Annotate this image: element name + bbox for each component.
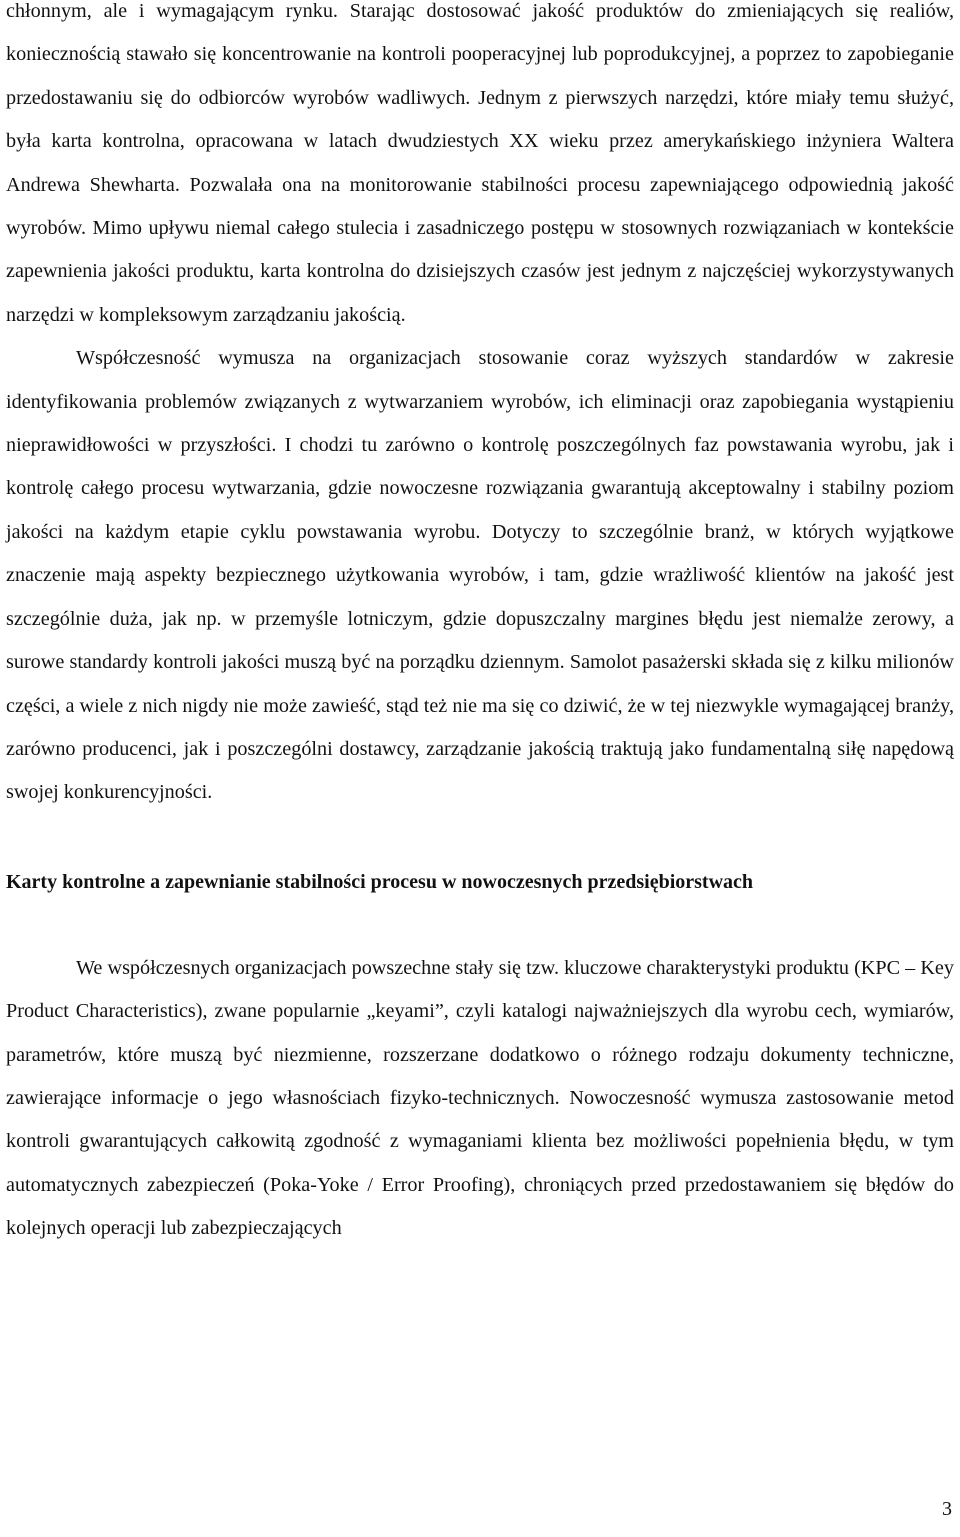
- section-heading: Karty kontrolne a zapewnianie stabilności procesu w nowoczesnych przedsiębiorstwach: [6, 870, 754, 893]
- body-paragraph: Współczesność wymusza na organizacjach stosowanie coraz wyższych standardów w zakresie identyfikowania problemów związanych z wytwarzaniem wyrobów, ich eliminacji oraz zapobiegania wystąpieniu nieprawidłowości w przyszłości. I chodzi tu zarówno o kontrolę poszczególnych faz powstawania wyrobu, jak i kontrolę całego procesu wytwarzania, gdzie nowoczesne rozwiązania gwarantują akceptowalny i stabilny poziom jakości na każdym etapie cyklu powstawania wyrobu. Dotyczy to szczególnie branż, w których wyjątkowe znaczenie mają aspekty bezpiecznego użytkowania wyrobów, i tam, gdzie wrażliwość klientów na jakość jest szczególnie duża, jak np. w przemyśle lotniczym, gdzie dopuszczalny margines błędu jest niemalże zerowy, a surowe standardy kontroli jakości muszą być na porządku dziennym. Samolot pasażerski składa się z kilku milionów części, a wiele z nich nigdy nie może zawieść, stąd też nie ma się co dziwić, że w tej niezwykle wymagającej branży, zarówno producenci, jak i poszczególni dostawcy, zarządzanie jakością traktują jako fundamentalną siłę napędową swojej konkurencyjności.: [6, 347, 954, 804]
- body-paragraph: chłonnym, ale i wymagającym rynku. Starając dostosować jakość produktów do zmieniających się realiów, koniecznością stawało się koncentrowanie na kontroli pooperacyjnej lub poprodukcyjnej, a poprzez to zapobieganie przedostawaniu się do odbiorców wyrobów wadliwych. Jednym z pierwszych narzędzi, które miały temu służyć, była karta kontrolna, opracowana w latach dwudziestych XX wieku przez amerykańskiego inżyniera Waltera Andrewa Shewharta. Pozwalała ona na monitorowanie stabilności procesu zapewniającego odpowiednią jakość wyrobów. Mimo upływu niemal całego stulecia i zasadniczego postępu w stosownych rozwiązaniach w kontekście zapewnienia jakości produktu, karta kontrolna do dzisiejszych czasów jest jednym z najczęściej wykorzystywanych narzędzi w kompleksowym zarządzaniu jakością.: [6, 0, 954, 326]
- document-page: [6, 0, 954, 1251]
- page-number: 3: [942, 1498, 952, 1520]
- body-paragraph: We współczesnych organizacjach powszechne stały się tzw. kluczowe charakterystyki produktu (KPC – Key Product Characteristics), zwane popularnie „keyami”, czyli katalogi najważniejszych dla wyrobu cech, wymiarów, parametrów, które muszą być niezmienne, rozszerzane dodatkowo o różnego rodzaju dokumenty techniczne, zawierające informacje o jego własnościach fizyko-technicznych. Nowoczesność wymusza zastosowanie metod kontroli gwarantujących całkowitą zgodność z wymaganiami klienta bez możliwości popełnienia błędu, w tym automatycznych zabezpieczeń (Poka-Yoke / Error Proofing), chroniących przed przedostawaniem się błędów do kolejnych operacji lub zabezpieczających: [6, 956, 954, 1240]
